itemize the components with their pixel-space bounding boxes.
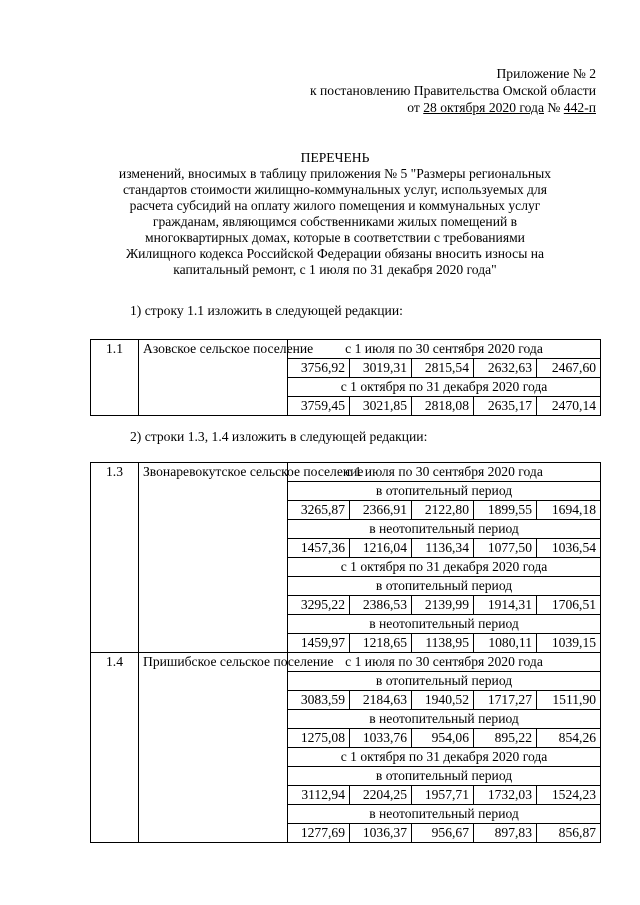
season-label: в неотопительный период xyxy=(288,805,601,824)
value-cell: 2818,08 xyxy=(412,397,474,416)
period-label: с 1 октября по 31 декабря 2020 года xyxy=(288,378,601,397)
value-cell: 1275,08 xyxy=(288,729,350,748)
value-cell: 3295,22 xyxy=(288,596,350,615)
value-cell: 2470,14 xyxy=(537,397,601,416)
instruction-2: 2) строки 1.3, 1.4 изложить в следующей редакции: xyxy=(130,429,428,444)
instruction-1: 1) строку 1.1 изложить в следующей редакции: xyxy=(130,303,403,318)
value-cell: 2635,17 xyxy=(474,397,537,416)
value-cell: 954,06 xyxy=(412,729,474,748)
value-cell: 1899,55 xyxy=(474,501,537,520)
value-cell: 1694,18 xyxy=(537,501,601,520)
period-label: с 1 октября по 31 декабря 2020 года xyxy=(288,558,601,577)
value-cell: 3265,87 xyxy=(288,501,350,520)
document-title xyxy=(70,150,600,278)
title-line: многоквартирных домах, которые в соответствии с требованиями xyxy=(145,230,525,245)
value-cell: 1459,97 xyxy=(288,634,350,653)
value-cell: 2467,60 xyxy=(537,359,601,378)
row-number: 1.1 xyxy=(91,340,139,416)
resolution-number: 442-п xyxy=(563,100,596,115)
title-line: гражданам, являющимся собственниками жилых помещений в xyxy=(152,214,518,229)
value-cell: 1940,52 xyxy=(412,691,474,710)
title-line: стандартов стоимости жилищно-коммунальных услуг, используемых для xyxy=(123,182,547,197)
value-cell: 2386,53 xyxy=(350,596,412,615)
value-cell: 856,87 xyxy=(537,824,601,843)
value-cell: 2632,63 xyxy=(474,359,537,378)
appendix-date-line xyxy=(310,100,596,117)
value-cell: 2204,25 xyxy=(350,786,412,805)
value-cell: 1914,31 xyxy=(474,596,537,615)
table-rows-1-3-1-4 xyxy=(90,462,601,843)
value-cell: 1136,34 xyxy=(412,539,474,558)
season-label: в отопительный период xyxy=(288,767,601,786)
value-cell: 1138,95 xyxy=(412,634,474,653)
season-label: в неотопительный период xyxy=(288,520,601,539)
value-cell: 1277,69 xyxy=(288,824,350,843)
title-line: расчета субсидий на оплату жилого помещения и коммунальных услуг xyxy=(129,198,541,213)
season-label: в отопительный период xyxy=(288,482,601,501)
appendix-number: Приложение № 2 xyxy=(496,66,596,81)
season-label: в отопительный период xyxy=(288,672,601,691)
value-cell: 3019,31 xyxy=(350,359,412,378)
title-line: капитальный ремонт, с 1 июля по 31 декабря 2020 года" xyxy=(173,262,497,277)
number-sign: № xyxy=(544,100,564,115)
value-cell: 1732,03 xyxy=(474,786,537,805)
resolution-date: 28 октября 2020 года xyxy=(423,100,545,115)
period-label: с 1 октября по 31 декабря 2020 года xyxy=(288,748,601,767)
value-cell: 2815,54 xyxy=(412,359,474,378)
period-row xyxy=(91,340,601,359)
value-cell: 897,83 xyxy=(474,824,537,843)
value-cell: 956,67 xyxy=(412,824,474,843)
value-cell: 1077,50 xyxy=(474,539,537,558)
settlement-name: Азовское сельское поселение xyxy=(139,340,288,416)
value-cell: 1039,15 xyxy=(537,634,601,653)
value-cell: 1524,23 xyxy=(537,786,601,805)
title-heading: ПЕРЕЧЕНЬ xyxy=(300,150,370,165)
value-cell: 1457,36 xyxy=(288,539,350,558)
table-row-1-1 xyxy=(90,339,601,416)
row-number: 1.3 xyxy=(91,463,139,653)
value-cell: 1080,11 xyxy=(474,634,537,653)
value-cell: 1511,90 xyxy=(537,691,601,710)
value-cell: 1036,54 xyxy=(537,539,601,558)
value-cell: 1036,37 xyxy=(350,824,412,843)
period-label: с 1 июля по 30 сентября 2020 года xyxy=(288,340,601,359)
value-cell: 3112,94 xyxy=(288,786,350,805)
value-cell: 3083,59 xyxy=(288,691,350,710)
period-row xyxy=(91,653,601,672)
value-cell: 2139,99 xyxy=(412,596,474,615)
row-number: 1.4 xyxy=(91,653,139,843)
value-cell: 1033,76 xyxy=(350,729,412,748)
settlement-name: Пришибское сельское поселение xyxy=(139,653,288,843)
appendix-resolution: к постановлению Правительства Омской области xyxy=(309,83,596,98)
value-cell: 3021,85 xyxy=(350,397,412,416)
value-cell: 1218,65 xyxy=(350,634,412,653)
period-row xyxy=(91,463,601,482)
value-cell: 3756,92 xyxy=(288,359,350,378)
title-line: Жилищного кодекса Российской Федерации обязаны вносить износы на xyxy=(125,246,545,261)
title-line: изменений, вносимых в таблицу приложения № 5 "Размеры региональных xyxy=(118,166,552,181)
period-label: с 1 июля по 30 сентября 2020 года xyxy=(288,653,601,672)
value-cell: 3759,45 xyxy=(288,397,350,416)
date-prefix: от xyxy=(407,100,424,115)
value-cell: 1717,27 xyxy=(474,691,537,710)
season-label: в неотопительный период xyxy=(288,710,601,729)
value-cell: 2184,63 xyxy=(350,691,412,710)
period-label: с 1 июля по 30 сентября 2020 года xyxy=(288,463,601,482)
value-cell: 895,22 xyxy=(474,729,537,748)
value-cell: 1706,51 xyxy=(537,596,601,615)
value-cell: 2122,80 xyxy=(412,501,474,520)
season-label: в отопительный период xyxy=(288,577,601,596)
value-cell: 1957,71 xyxy=(412,786,474,805)
appendix-header xyxy=(310,66,596,117)
value-cell: 1216,04 xyxy=(350,539,412,558)
value-cell: 2366,91 xyxy=(350,501,412,520)
settlement-name: Звонаревокутское сельское поселение xyxy=(139,463,288,653)
season-label: в неотопительный период xyxy=(288,615,601,634)
value-cell: 854,26 xyxy=(537,729,601,748)
